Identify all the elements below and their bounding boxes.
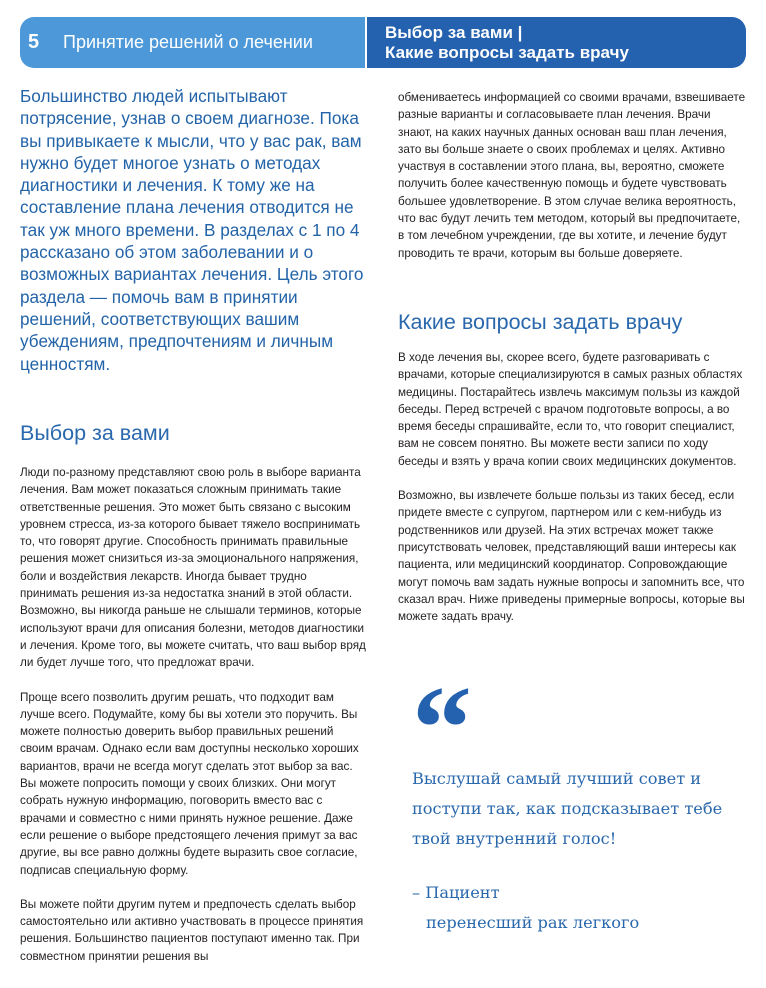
quote-mark-icon: “: [412, 661, 472, 794]
section-body-choice-continued: [398, 89, 746, 262]
section-header: [367, 17, 746, 68]
pull-quote: Выслушай самый лучший совет и поступи так, как подсказывает тебе твой внутренний голос!: [412, 769, 723, 848]
intro-text: Большинство людей испытывают потрясение, узнав о своем диагнозе. Пока вы привыкаете к мысли, что у вас рак, вам нужно будет многое узнать о методах диагностики и лечения. К тому же на составление плана лечения отводится не так уж много времени. В разделах с 1 по 4 рассказано об этом заболевании и о возможных вариантах лечения. Цель этого раздела — помочь вам в принятии решений, соответствующих вашим убеждениям, предпочтениям и личным ценностям.: [20, 86, 364, 374]
paragraph: Возможно, вы извлечете больше пользы из таких бесед, если придете вместе с супругом, партнером или с кем-нибудь из родственников или друзей. На этих встречах может также присутствовать человек, представляющий ваши интересы как пациента, или медицинский координатор. Сопровождающие могут помочь вам задать нужные вопросы и запомнить все, что сказал врач. Ниже приведены примерные вопросы, которые вы можете задать врачу.: [398, 489, 745, 624]
section-body-questions: [398, 349, 746, 625]
paragraph: Люди по-разному представляют свою роль в выборе варианта лечения. Вам может показаться сложным принимать такие ответственные решения. Это может быть связано с высоким уровнем стресса, из-за которого бывает тяжело воспринимать то, что говорят другие. Способность принимать правильные решения может снизиться из-за эмоционального напряжения, боли и воздействия лекарств. Иногда бывает трудно принимать решения из-за недостатка знаний в этой области. Возможно, вы никогда раньше не слышали терминов, которые используют врачи для описания болезни, методов диагностики и лечения. Кроме того, вы можете считать, что ваш выбор вряд ли будет лучше того, что предложат врачи.: [20, 466, 366, 670]
section-header-line-2: Какие вопросы задать врачу: [385, 43, 629, 62]
chapter-number: 5: [28, 31, 40, 53]
attribution-role: перенесший рак легкого: [426, 913, 640, 932]
section-header-line-1: Выбор за вами |: [385, 23, 523, 42]
paragraph: обмениваетесь информацией со своими врачами, взвешиваете разные варианты и согласовываете план лечения. Врачи знают, на каких научных данных основан ваш план лечения, зато вы больше знаете о своих проблемах и целях. Активно участвуя в составлении этого плана, вы, вероятно, сможете получить более качественную помощь и будете чувствовать большее удовлетворение. В этом случае велика вероятность, что вас будут лечить тем методом, который вы предпочитаете, в том лечебном учреждении, где вы хотите, и лечение будут проводить те врачи, которым вы больше доверяете.: [398, 91, 746, 260]
paragraph: Вы можете пойти другим путем и предпочесть сделать выбор самостоятельно или активно участвовать в процессе принятия решения. Большинство пациентов поступают именно так. При совместном принятии решения вы: [20, 897, 364, 963]
paragraph: В ходе лечения вы, скорее всего, будете разговаривать с врачами, которые специализируются в самых разных областях медицины. Постарайтесь извлечь максимум пользы из каждой беседы. Перед встречей с врачом подготовьте вопросы, а во время беседы спрашивайте, если то, что говорит специалист, вам не совсем понятно. Вы можете вести записи по ходу беседы и взять у врача копии своих медицинских документов.: [398, 351, 743, 468]
paragraph: Проще всего позволить другим решать, что подходит вам лучше всего. Подумайте, кому бы вы хотели это поручить. Вы можете полностью доверить выбор правильных решений своим врачам. Однако если вам доступны несколько хороших вариантов, врачи не всегда могут сделать этот выбор за вас. Вы можете попросить помощи у своих близких. Они могут собрать нужную информацию, поговорить вместо вас с врачами и совместно с ними принять нужное решение. Даже если решение о выборе предстоящего лечения примут за вас другие, вы все равно должны будете выразить свое согласие, подписав специальную форму.: [20, 690, 359, 877]
chapter-header: [20, 17, 365, 68]
chapter-title: Принятие решений о лечении: [63, 32, 313, 52]
attribution-name: – Пациент: [412, 883, 500, 902]
section-heading-choice: Выбор за вами: [20, 421, 170, 445]
quote-attribution: [412, 878, 639, 938]
section-heading-questions: Какие вопросы задать врачу: [398, 310, 683, 334]
section-body-choice: [20, 464, 367, 965]
